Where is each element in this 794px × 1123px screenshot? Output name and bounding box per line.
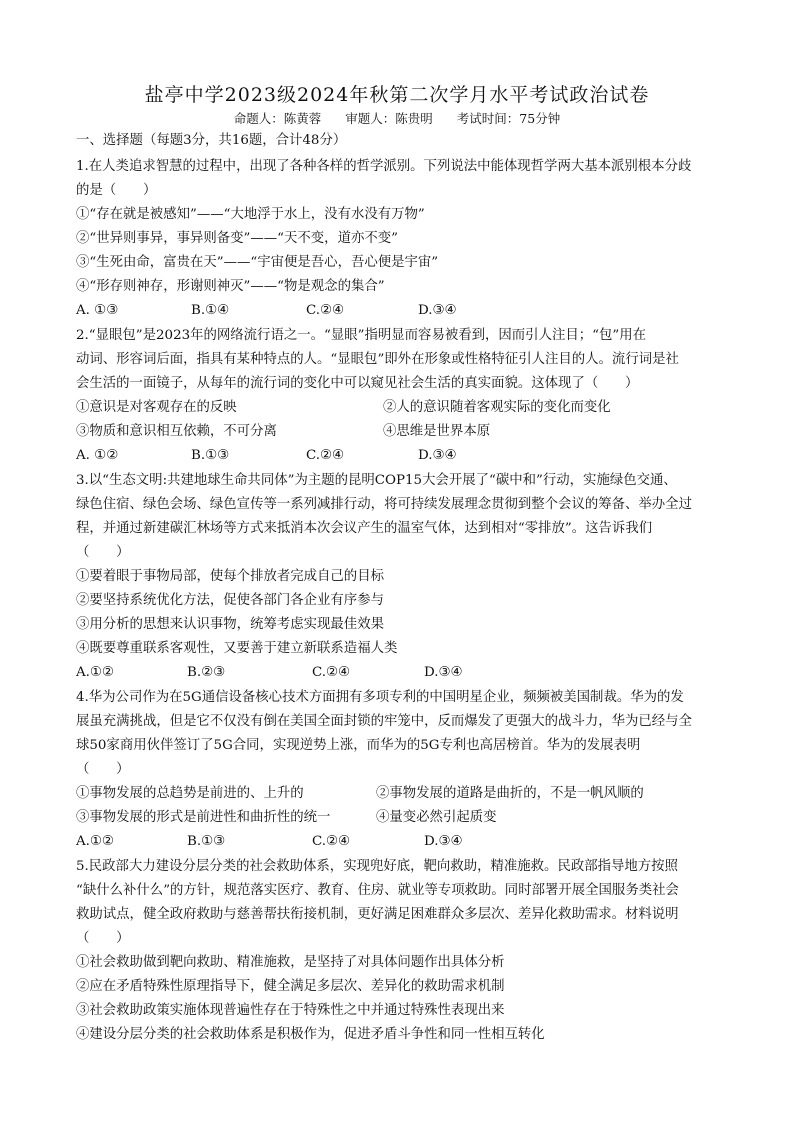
q3-stem-line: 程，并通过新建碳汇林场等方式来抵消本次会议产生的温室气体，达到相对“零排放”。这告诉我们 [76,521,653,536]
q1-item: ③“生死由命，富贵在天”——“宇宙便是吾心，吾心便是宇宙” [76,255,439,270]
q2-option-a[interactable]: A. ①② [76,448,119,463]
q4-item: ③事物发展的形式是前进性和曲折性的统一 [76,810,331,825]
q2-item: ②人的意识随着客观实际的变化而变化 [383,400,611,415]
q4-stem-line: 展虽充满挑战，但是它不仅没有倒在美国全面封锁的牢笼中，反而爆发了更强大的战斗力，华为已经与全 [76,714,692,729]
q4-option-b[interactable]: B.①③ [187,834,226,849]
q4-item: ①事物发展的总趋势是前进的、上升的 [76,786,304,801]
exam-title: 盐亭中学2023级2024年秋第二次学月水平考试政治试卷 [144,84,650,106]
q5-item: ④建设分层分类的社会救助体系是积极作为，促进矛盾斗争性和同一性相互转化 [76,1027,545,1042]
q4-stem-line: （ ） [76,762,130,777]
q4-item: ②事物发展的道路是曲折的，不是一帆风顺的 [376,786,644,801]
q1-option-c[interactable]: C.②④ [306,303,345,318]
q1-option-d[interactable]: D.③④ [418,303,457,318]
q1-item: ①“存在就是被感知”——“大地浮于水上，没有水没有万物” [76,207,425,222]
q2-stem-line: 会生活的一面镜子，从每年的流行词的变化中可以窥见社会生活的真实面貌。这体现了（ ） [76,376,639,391]
q1-stem-line: 1.在人类追求智慧的过程中，出现了各种各样的哲学派别。下列说法中能体现哲学两大基本派别根本分歧 [76,159,692,174]
q5-item: ①社会救助做到靶向救助、精准施救，是坚持了对具体问题作出具体分析 [76,955,505,970]
q3-stem-line: （ ） [76,545,130,560]
reviewer: 审题人：陈贵明 [345,111,433,126]
q1-option-a[interactable]: A. ①③ [76,303,119,318]
q3-item: ③用分析的思想来认识事物，统筹考虑实现最佳效果 [76,617,384,632]
q5-stem-line: （ ） [76,931,130,946]
q1-item: ④“形存则神存，形谢则神灭”——“物是观念的集合” [76,279,385,294]
q2-item: ④思维是世界本原 [383,424,491,439]
q3-item: ①要着眼于事物局部，使每个排放者完成自己的目标 [76,569,384,584]
q4-stem-line: 球50家商用伙伴签订了5G合同，实现逆势上涨，而华为的5G专利也高居榜首。华为的发展表明 [76,738,641,753]
q4-option-a[interactable]: A.①② [76,834,114,849]
q2-stem-line: 2.“显眼包”是2023年的网络流行语之一。“显眼”指明显而容易被看到，因而引人注目；“包”用在 [76,328,646,343]
q5-stem-line: “缺什么补什么”的方针，规范落实医疗、教育、住房、就业等专项救助。同时部署开展全国服务类社会 [76,883,679,898]
q3-item: ④既要尊重联系客观性，又要善于建立新联系造福人类 [76,641,398,656]
q2-item: ①意识是对客观存在的反映 [76,400,237,415]
exam-info [0,109,794,127]
q5-item: ③社会救助政策实施体现普遍性存在于特殊性之中并通过特殊性表现出来 [76,1003,505,1018]
q3-stem-line: 绿色住宿、绿色会场、绿色宣传等一系列减排行动，将可持续发展理念贯彻到整个会议的筹备、举办全过 [76,497,692,512]
q1-option-b[interactable]: B.①④ [191,303,230,318]
q3-option-b[interactable]: B.②③ [187,665,226,680]
q2-option-d[interactable]: D.③④ [418,448,457,463]
q2-stem-line: 动词、形容词后面，指具有某种特点的人。“显眼包”即外在形象或性格特征引人注目的人。流行词是社 [76,352,679,367]
q4-option-c[interactable]: C.②④ [312,834,351,849]
q2-option-b[interactable]: B.①③ [191,448,230,463]
q3-option-c[interactable]: C.②④ [312,665,351,680]
q1-item: ②“世异则事异，事异则备变”——“天不变，道亦不变” [76,231,398,246]
proposer: 命题人：陈黄蓉 [233,111,322,126]
q5-stem-line: 救助试点，健全政府救助与慈善帮扶衔接机制，更好满足困难群众多层次、差异化救助需求。材料说明 [76,907,679,922]
q2-item: ③物质和意识相互依赖，不可分离 [76,424,277,439]
q4-stem-line: 4.华为公司作为在5G通信设备核心技术方面拥有多项专利的中国明星企业，频频被美国制裁。华为的发 [76,690,684,705]
section-heading: 一、选择题（每题3分，共16题，合计48分） [76,133,347,148]
q4-item: ④量变必然引起质变 [376,810,497,825]
q5-stem-line: 5.民政部大力建设分层分类的社会救助体系，实现兜好底，靶向救助，精准施救。民政部指导地方按照 [76,859,678,874]
q4-option-d[interactable]: D.③④ [424,834,463,849]
q3-option-d[interactable]: D.③④ [424,665,463,680]
q3-stem-line: 3.以“生态文明:共建地球生命共同体”为主题的昆明COP15大会开展了“碳中和”行动，实施绿色交通、 [76,473,677,488]
exam-duration: 考试时间：75分钟 [456,111,561,126]
q2-option-c[interactable]: C.②④ [306,448,345,463]
q3-item: ②要坚持系统优化方法，促使各部门各企业有序参与 [76,593,384,608]
q3-option-a[interactable]: A.①② [76,665,114,680]
q1-stem-line: 的是（ ） [76,183,157,198]
q5-item: ②应在矛盾特殊性原理指导下，健全满足多层次、差异化的救助需求机制 [76,979,505,994]
